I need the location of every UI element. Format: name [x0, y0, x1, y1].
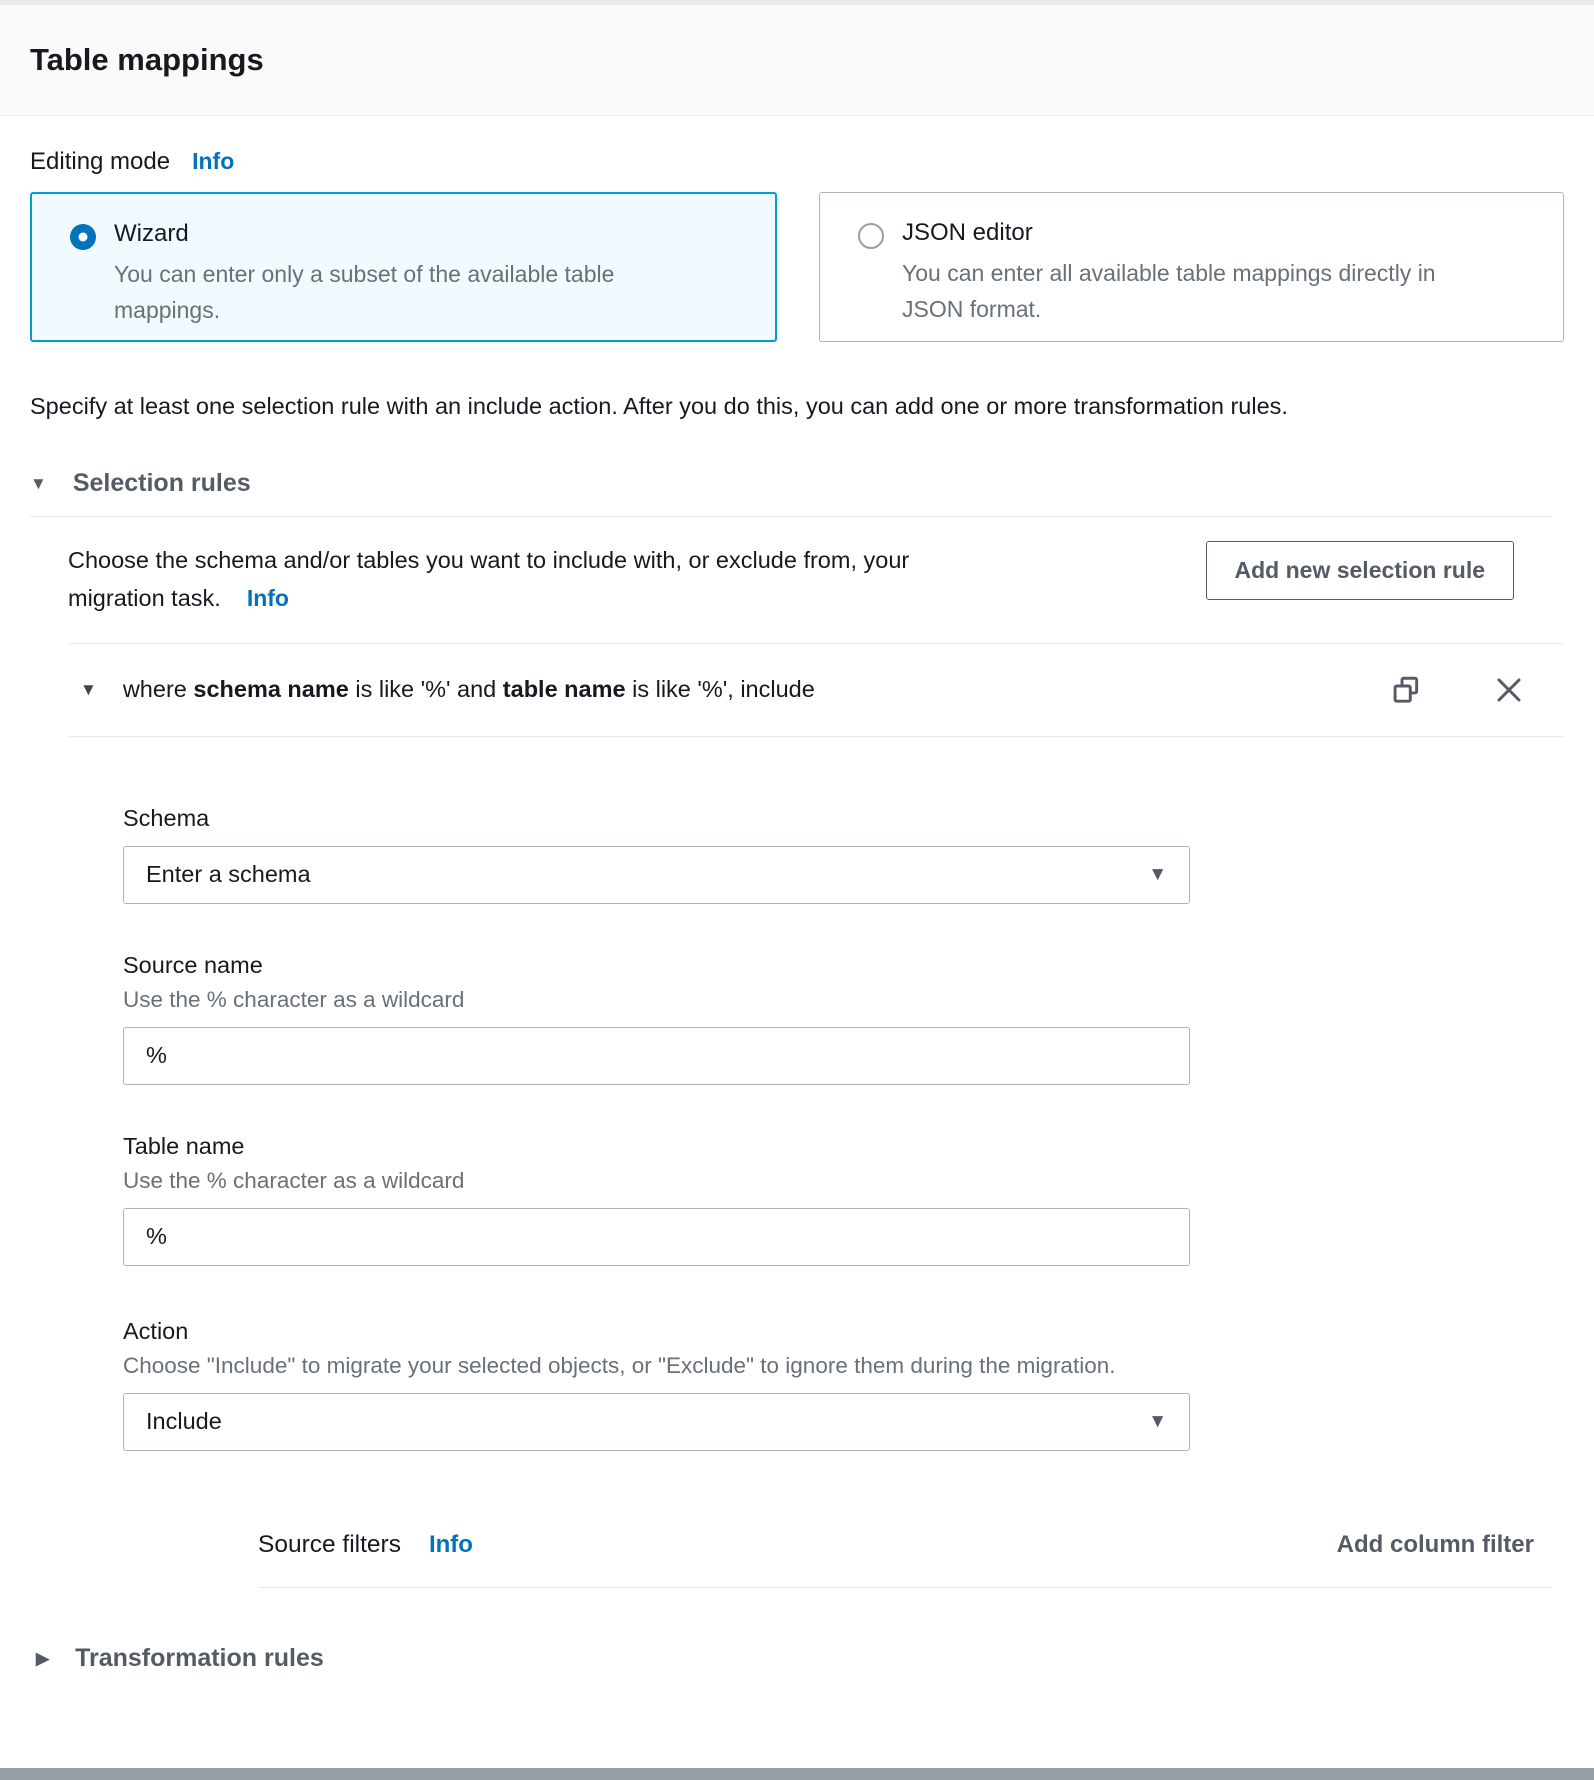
- wizard-radio-checked-icon[interactable]: [70, 224, 96, 250]
- editing-mode-options: [30, 192, 1564, 342]
- copy-icon[interactable]: [1390, 674, 1422, 706]
- source-name-input[interactable]: [123, 1027, 1190, 1085]
- table-mappings-header: [0, 5, 1594, 116]
- selection-rules-info-link[interactable]: Info: [246, 584, 289, 611]
- schema-label: Schema: [123, 804, 210, 831]
- chevron-right-icon[interactable]: ▶: [36, 1648, 50, 1668]
- chevron-down-icon: ▼: [1148, 1410, 1167, 1432]
- source-filters-divider: [258, 1587, 1552, 1588]
- source-filters-info-link[interactable]: Info: [428, 1530, 473, 1558]
- transformation-rules-title: Transformation rules: [75, 1643, 324, 1672]
- selection-rule-header: [68, 644, 1564, 737]
- page-title: Table mappings: [30, 42, 264, 77]
- wizard-option-card[interactable]: [30, 192, 777, 342]
- action-select-value: Include: [146, 1408, 222, 1435]
- bottom-bar: [0, 1768, 1594, 1780]
- selection-rules-intro-row: [68, 541, 1564, 617]
- transformation-rules-section-header[interactable]: [30, 1644, 1564, 1673]
- source-name-label: Source name: [123, 951, 263, 978]
- source-name-field: [123, 952, 1564, 1085]
- intro-text: Specify at least one selection rule with an include action. After you do this, you can add one or more transformation rules.: [30, 393, 1288, 419]
- selection-rule-actions: [1390, 674, 1524, 706]
- action-field: [123, 1318, 1564, 1451]
- json-editor-radio-unchecked-icon[interactable]: [858, 223, 884, 249]
- action-label: Action: [123, 1317, 189, 1344]
- close-icon[interactable]: [1494, 675, 1524, 705]
- wizard-option-title[interactable]: Wizard: [114, 220, 189, 247]
- editing-mode-info-link[interactable]: Info: [192, 148, 235, 174]
- chevron-down-icon[interactable]: ▼: [30, 473, 47, 493]
- source-filters-section: [258, 1531, 1552, 1588]
- editing-mode-label: Editing mode: [30, 148, 171, 175]
- wizard-option-description: You can enter only a subset of the available table mappings.: [114, 261, 615, 323]
- table-name-input[interactable]: [123, 1208, 1190, 1266]
- main-content: [0, 148, 1594, 1673]
- selection-rule-form: [68, 737, 1564, 1588]
- json-editor-option-description: You can enter all available table mappings directly in JSON format.: [902, 260, 1436, 322]
- action-select[interactable]: [123, 1393, 1190, 1451]
- json-editor-option-card[interactable]: [819, 192, 1564, 342]
- selection-rule-summary: where schema name is like '%' and table name is like '%', include: [122, 676, 815, 703]
- source-name-description: Use the % character as a wildcard: [123, 986, 465, 1012]
- chevron-down-icon: ▼: [1148, 863, 1167, 885]
- schema-select[interactable]: [123, 846, 1190, 904]
- schema-field: [123, 805, 1564, 904]
- add-new-selection-rule-button[interactable]: Add new selection rule: [1206, 541, 1515, 600]
- source-filters-label: Source filters: [258, 1530, 401, 1558]
- add-column-filter-button[interactable]: Add column filter: [1336, 1530, 1534, 1558]
- chevron-down-icon[interactable]: ▼: [80, 680, 97, 700]
- json-editor-option-title[interactable]: JSON editor: [902, 219, 1033, 246]
- table-name-description: Use the % character as a wildcard: [123, 1167, 465, 1193]
- table-name-field: [123, 1133, 1564, 1266]
- selection-rules-body: [30, 541, 1564, 1588]
- editing-mode-row: [30, 148, 1564, 176]
- action-description: Choose "Include" to migrate your selected objects, or "Exclude" to ignore them during the migration.: [123, 1352, 1116, 1378]
- schema-select-value: Enter a schema: [146, 861, 311, 888]
- selection-rules-description: Choose the schema and/or tables you want to include with, or exclude from, your migration task. Info: [68, 546, 910, 611]
- selection-rules-section-header[interactable]: [30, 469, 1552, 517]
- table-name-label: Table name: [123, 1132, 245, 1159]
- selection-rules-title: Selection rules: [72, 468, 251, 497]
- selection-rule: [68, 643, 1564, 1588]
